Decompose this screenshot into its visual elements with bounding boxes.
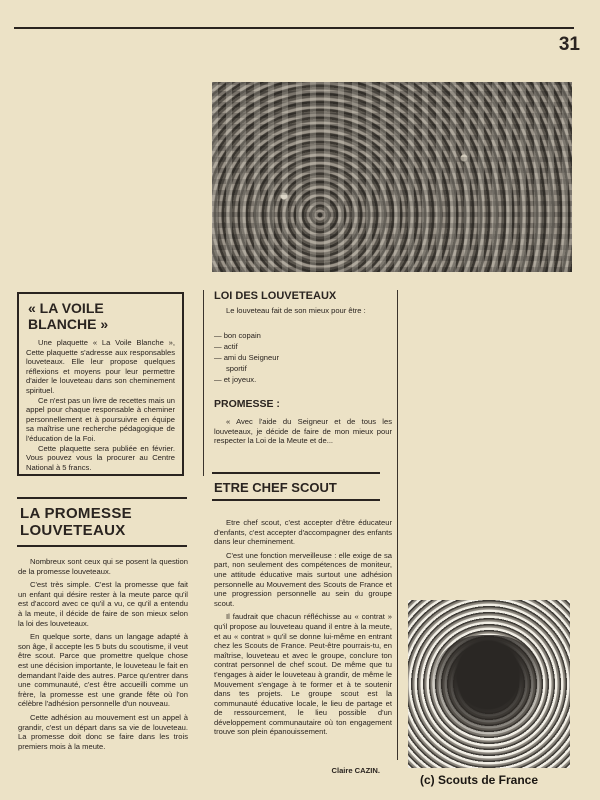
promesse-louveteaux-title — [20, 505, 170, 539]
section-divider — [212, 499, 380, 501]
loi-list — [214, 330, 392, 385]
column-rule — [397, 290, 398, 760]
scout-photo — [408, 600, 570, 768]
loi-louveteaux-title: LOI DES LOUVETEAUX — [214, 290, 337, 302]
loi-item: — ami du Seigneur — [214, 353, 280, 362]
loi-item: — bon copain — [214, 331, 261, 340]
column-rule — [203, 290, 204, 476]
copyright-credit: (c) Scouts de France — [420, 773, 539, 787]
chef-paragraph: C'est une fonction merveilleuse : elle exige de sa part, non seulement des compétences de moniteur, une attitude éducative mais surtout une adhésion personnelle au Mouvement des Scouts de France et une progression personnelle au sein du groupe scout. — [214, 550, 392, 608]
promesse-subtitle: PROMESSE : — [214, 398, 280, 410]
chef-scout-title: ETRE CHEF SCOUT — [214, 480, 337, 495]
promesse-paragraph: Nombreux sont ceux qui se posent la question de la promesse louveteaux. — [18, 557, 188, 576]
promesse-paragraph: C'est très simple. C'est la promesse que fait un enfant qui désire rester à la meute parce qu'il est d'accord avec ce qu'il a vu, ce qu'il a entendu à la meute, il décide de faire de son mieux selon la loi des louveteaux. — [18, 580, 188, 628]
chef-scout-body — [214, 518, 392, 741]
voile-paragraph: Cette plaquette sera publiée en février. Vous pouvez vous la procurer au Centre National à 5 francs. — [26, 443, 175, 472]
section-divider — [17, 545, 187, 547]
promesse-text: « Avec l'aide du Seigneur et de tous les louveteaux, je décide de faire de mon mieux pour respecter la Loi de la Meute et de... — [214, 417, 392, 446]
loi-item: — actif — [214, 342, 238, 351]
chef-paragraph: Etre chef scout, c'est accepter d'être éducateur d'enfants, c'est accepter d'accompagner des enfants dans leur cheminement. — [214, 518, 392, 547]
loi-item: sportif — [226, 364, 247, 373]
loi-item: — et joyeux. — [214, 375, 257, 384]
voile-paragraph: Une plaquette « La Voile Blanche », Cette plaquette s'adresse aux responsables louveteaux. Elle leur propose quelques réflexions et moyens pour leur permettre d'aider le louveteau dans son cheminement spirituel. — [26, 338, 175, 395]
promesse-paragraph: Cette adhésion au mouvement est un appel à grandir, c'est un départ dans sa vie de louveteau. La promesse doit donc se faire dans les trois premiers mois à la meute. — [18, 712, 188, 751]
promesse-louveteaux-body — [18, 557, 188, 755]
voile-paragraph: Ce n'est pas un livre de recettes mais un appel pour chaque responsable à cheminer personnellement et à poursuivre en équipe sa maîtrise une recherche pédagogique de l'éducation de la Foi. — [26, 395, 175, 443]
crowd-texture — [212, 82, 572, 272]
promesse-title-line: LOUVETEAUX — [20, 522, 126, 539]
promesse-title-line: LA PROMESSE — [20, 505, 132, 522]
voile-blanche-title: « LA VOILE BLANCHE » — [28, 300, 109, 332]
page-number: 31 — [558, 34, 580, 55]
author-signature: Claire CAZIN. — [331, 766, 380, 775]
section-divider — [212, 472, 380, 474]
promesse-paragraph: En quelque sorte, dans un langage adapté à son âge, il accepte les 5 buts du scoutisme, il veut être scout. Parce que promettre quelque chose est une décision importante, le louveteau le fait en demandant l'aide des autres. Parce qu'entrer dans une communauté, c'est être accueilli comme un frère, la promesse est une grande fête où l'on célèbre l'adhésion personnelle d'un nouveau. — [18, 632, 188, 709]
photo-figure — [433, 635, 543, 735]
loi-intro: Le louveteau fait de son mieux pour être : — [226, 306, 366, 315]
voile-blanche-box — [17, 292, 184, 476]
top-rule — [14, 27, 574, 29]
crowd-photo — [212, 82, 572, 272]
section-divider — [17, 497, 187, 499]
chef-paragraph: Il faudrait que chacun réfléchisse au « contrat » qu'il propose au louveteau quand il entre à la meute, et au « contrat » qu'il se donne lui-même en entrant chez les Scouts de France. Peut-être pourrais-tu, en maîtrise, louveteau et avec le groupe, conclure ton contrat personnel de chef scout. De même que tu t'engages à aider le louveteau à grandir, de même le Mouvement s'engage à te former et à te soutenir dans tes projets. Le groupe scout est la communauté éducative locale, le lieu de partage et de ressourcement, le lieu possible d'un développement communautaire où ton engagement trouve son plein épanouissement. — [214, 612, 392, 737]
